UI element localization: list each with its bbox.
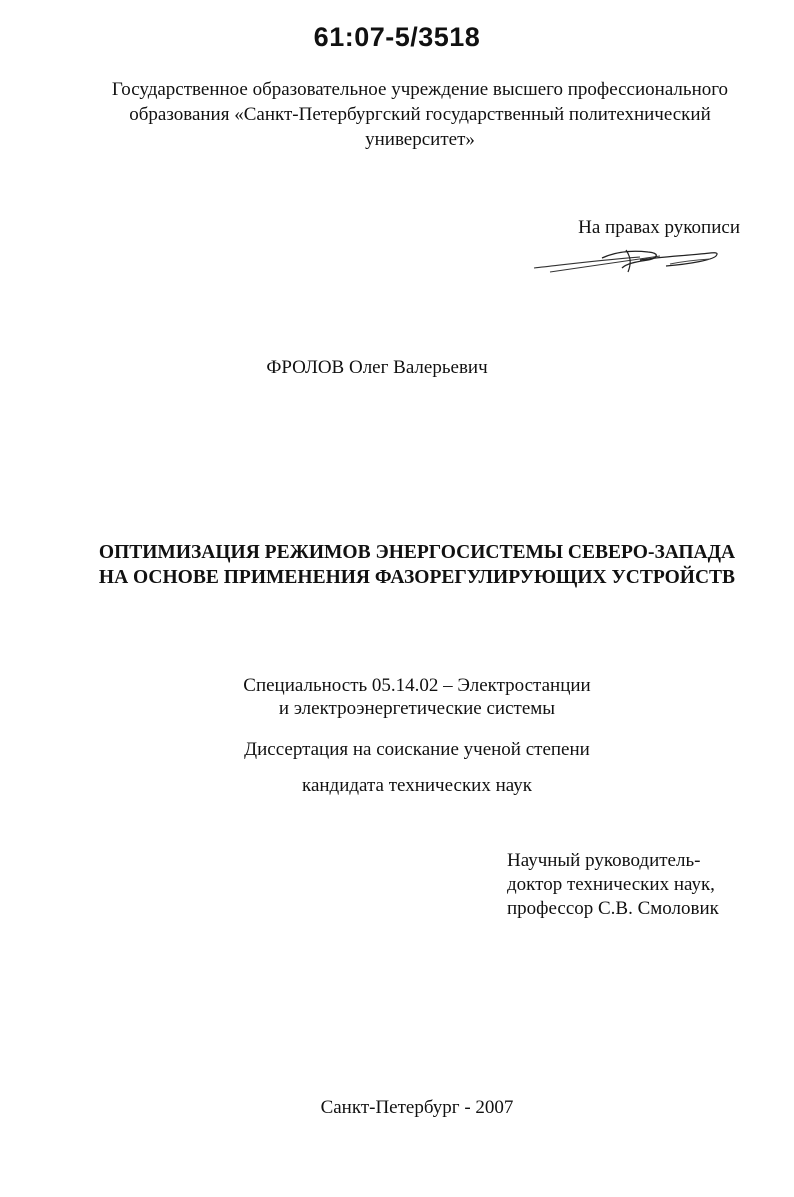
institution-line-3: университет» bbox=[365, 129, 475, 150]
thesis-title bbox=[60, 540, 774, 590]
specialty bbox=[100, 674, 734, 720]
supervisor-block bbox=[507, 849, 767, 921]
specialty-line-1: Специальность 05.14.02 – Электростанции bbox=[243, 675, 591, 696]
city-year: Санкт-Петербург - 2007 bbox=[320, 1097, 514, 1118]
author-name: ФРОЛОВ Олег Валерьевич bbox=[266, 357, 488, 378]
supervisor-line-1: Научный руководитель- bbox=[507, 850, 701, 871]
catalog-number bbox=[0, 22, 794, 53]
thesis-title-line-2: НА ОСНОВЕ ПРИМЕНЕНИЯ ФАЗОРЕГУЛИРУЮЩИХ УСТРОЙСТВ bbox=[98, 567, 736, 588]
institution-name bbox=[80, 77, 760, 152]
catalog-number-text: 61:07-5/3518 bbox=[313, 22, 481, 52]
specialty-line-2: и электроэнергетические системы bbox=[278, 698, 556, 719]
signature-image bbox=[530, 244, 730, 278]
institution-line-2: образования «Санкт-Петербургский государственный политехнический bbox=[129, 104, 711, 125]
degree-level: кандидата технических наук bbox=[302, 775, 532, 796]
thesis-title-line-1: ОПТИМИЗАЦИЯ РЕЖИМОВ ЭНЕРГОСИСТЕМЫ СЕВЕРО-ЗАПАДА bbox=[98, 542, 736, 563]
supervisor-line-3: профессор С.В. Смоловик bbox=[507, 898, 719, 919]
institution-line-1: Государственное образовательное учреждение высшего профессионального bbox=[111, 79, 729, 100]
rights-notice: На правах рукописи bbox=[578, 217, 740, 238]
supervisor-line-2: доктор технических наук, bbox=[507, 874, 715, 895]
degree-statement: Диссертация на соискание ученой степени bbox=[244, 739, 590, 760]
